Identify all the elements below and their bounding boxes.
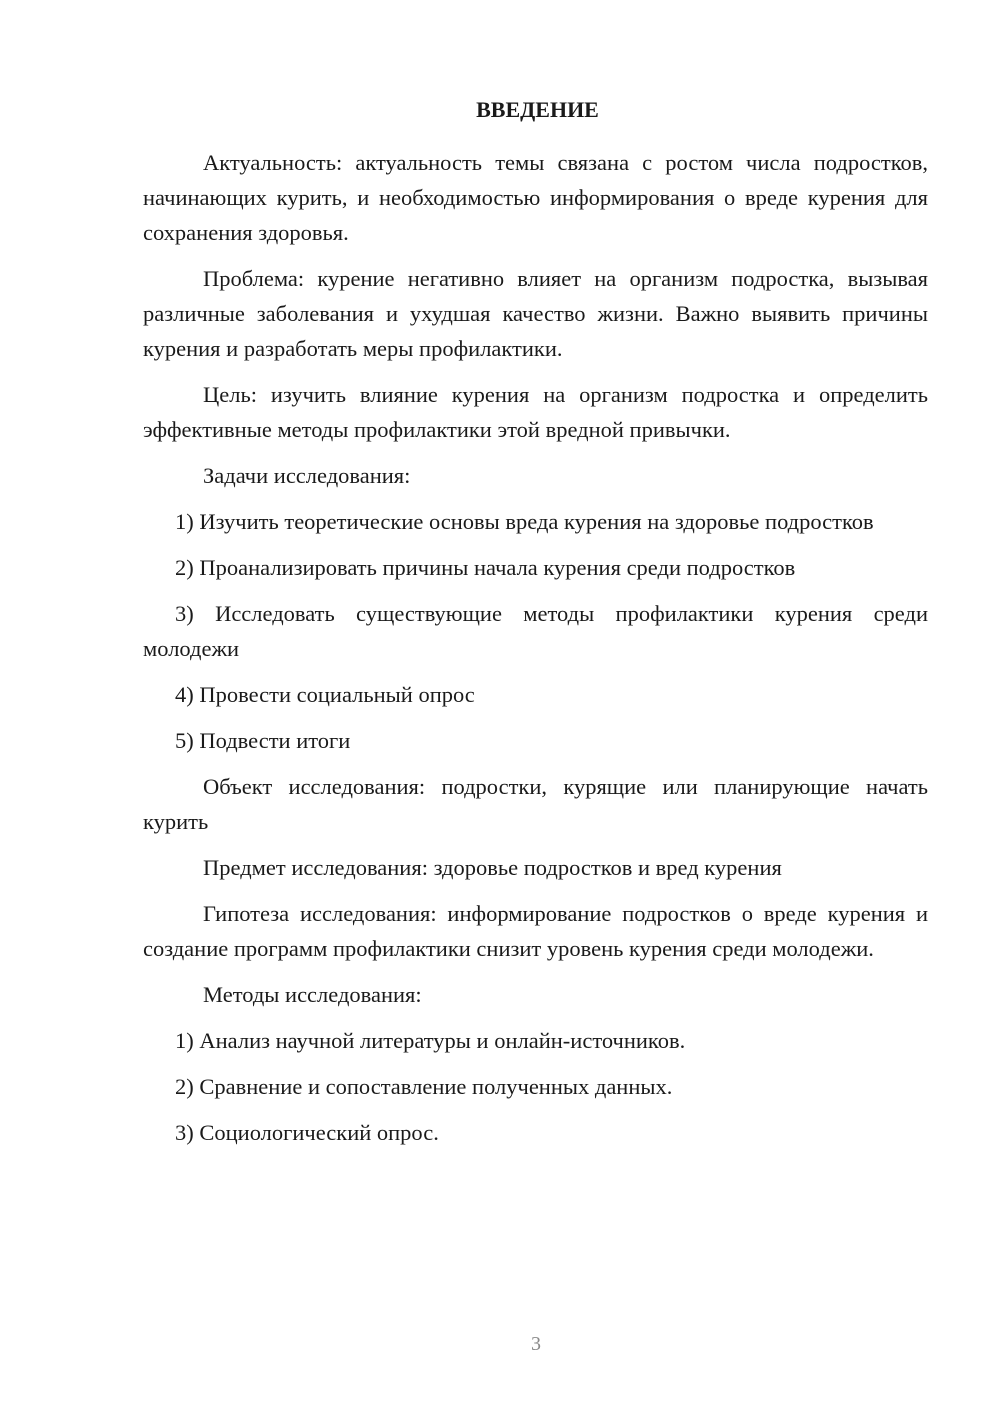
paragraph-hypothesis: Гипотеза исследования: информирование подростков о вреде курения и создание программ профилактики снизит уровень курения среди молодежи.	[143, 901, 928, 961]
list-item-task-4: 4) Провести социальный опрос	[175, 682, 475, 707]
paragraph-tasks-heading: Задачи исследования:	[203, 463, 411, 488]
paragraph-methods-heading: Методы исследования:	[203, 982, 422, 1007]
paragraph-goal: Цель: изучить влияние курения на организм подростка и определить эффективные методы профилактики этой вредной привычки.	[143, 382, 928, 442]
paragraph-object: Объект исследования: подростки, курящие или планирующие начать курить	[143, 774, 928, 834]
section-title: ВВЕДЕНИЕ	[476, 97, 599, 122]
page-number: 3	[531, 1333, 541, 1355]
list-item-method-2: 2) Сравнение и сопоставление полученных данных.	[175, 1074, 673, 1099]
list-item-task-1: 1) Изучить теоретические основы вреда курения на здоровье подростков	[175, 509, 874, 534]
list-item-task-2: 2) Проанализировать причины начала курения среди подростков	[175, 555, 796, 580]
paragraph-problem: Проблема: курение негативно влияет на организм подростка, вызывая различные заболевания и ухудшая качество жизни. Важно выявить причины курения и разработать меры профилактики.	[143, 266, 928, 361]
page-content	[143, 92, 928, 1161]
list-item-method-1: 1) Анализ научной литературы и онлайн-источников.	[175, 1028, 686, 1053]
list-item-task-5: 5) Подвести итоги	[175, 728, 351, 753]
paragraph-relevance: Актуальность: актуальность темы связана с ростом числа подростков, начинающих курить, и необходимостью информирования о вреде курения для сохранения здоровья.	[143, 150, 928, 245]
paragraph-subject: Предмет исследования: здоровье подростков и вред курения	[203, 855, 782, 880]
list-item-task-3: 3) Исследовать существующие методы профилактики курения среди молодежи	[143, 601, 928, 661]
list-item-method-3: 3) Социологический опрос.	[175, 1120, 439, 1145]
